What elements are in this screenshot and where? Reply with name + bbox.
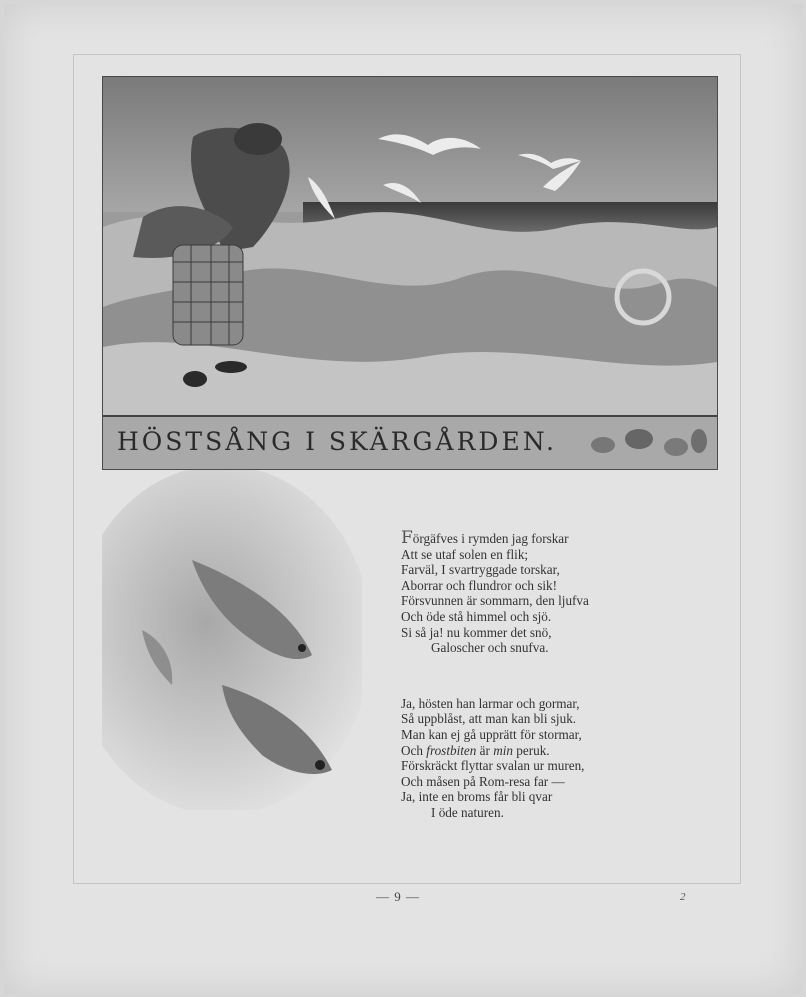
- poem-line: Man kan ej gå upprätt för stormar,: [401, 726, 582, 742]
- poem-line: Ja, hösten han larmar och gormar,: [401, 695, 580, 711]
- shell-1: [591, 437, 615, 453]
- poem-line: Och öde stå himmel och sjö.: [401, 608, 552, 624]
- poem-line: Förskräckt flyttar svalan ur muren,: [401, 758, 585, 774]
- page-number: — 9 —: [376, 889, 420, 904]
- man-hat: [234, 123, 282, 155]
- sheet-signature-number: 2: [680, 891, 686, 903]
- poem-line-text: örgäfves i rymden jag forskar: [412, 531, 569, 546]
- poem-italic-word: frostbiten: [426, 742, 477, 758]
- man-shoe-right: [215, 361, 247, 373]
- shell-4: [691, 429, 707, 453]
- poem-title: HÖSTSÅNG I SKÄRGÅRDEN.: [117, 427, 557, 456]
- poem-line-text: är: [476, 742, 494, 758]
- poem-line-text: peruk.: [512, 742, 550, 758]
- page-sheet: [4, 4, 802, 994]
- fish-lower-eye: [315, 760, 325, 770]
- stanza-1: [401, 528, 589, 656]
- fish-upper-eye: [298, 644, 306, 652]
- poem-line: Galoscher och snufva.: [431, 640, 549, 656]
- poem-line: Farväl, I svartryggade torskar,: [401, 562, 560, 578]
- stanza-2: [401, 696, 589, 821]
- fish-vignette: [102, 470, 362, 810]
- poem-line: Försvunnen är sommarn, den ljufva: [401, 593, 589, 609]
- shell-3: [664, 438, 688, 456]
- poem-line: [401, 743, 589, 759]
- man-shoe-left: [183, 371, 207, 387]
- poem-line: Aborrar och flundror och sik!: [401, 577, 558, 593]
- fish-illustration: [102, 470, 362, 810]
- drop-capital: F: [401, 528, 413, 548]
- storm-scene-image: [103, 77, 717, 417]
- shell-2: [625, 429, 653, 449]
- man-checked-trousers: [173, 245, 243, 345]
- poem-text: [401, 528, 589, 861]
- shell-ornament: [581, 421, 711, 465]
- poem-line: I öde naturen.: [431, 804, 504, 820]
- poem-line-text: Och: [401, 742, 427, 758]
- poem-line: Och måsen på Rom-resa far —: [401, 773, 565, 789]
- poem-line: Så uppblåst, att man kan bli sjuk.: [401, 711, 577, 727]
- title-band: [103, 415, 717, 469]
- storm-illustration: [102, 76, 718, 470]
- poem-line: Si så ja! nu kommer det snö,: [401, 624, 552, 640]
- poem-line: [401, 528, 589, 548]
- poem-italic-word: min: [493, 742, 513, 758]
- poem-line: Ja, inte en broms får bli qvar: [401, 789, 553, 805]
- poem-line: Att se utaf solen en flik;: [401, 546, 529, 562]
